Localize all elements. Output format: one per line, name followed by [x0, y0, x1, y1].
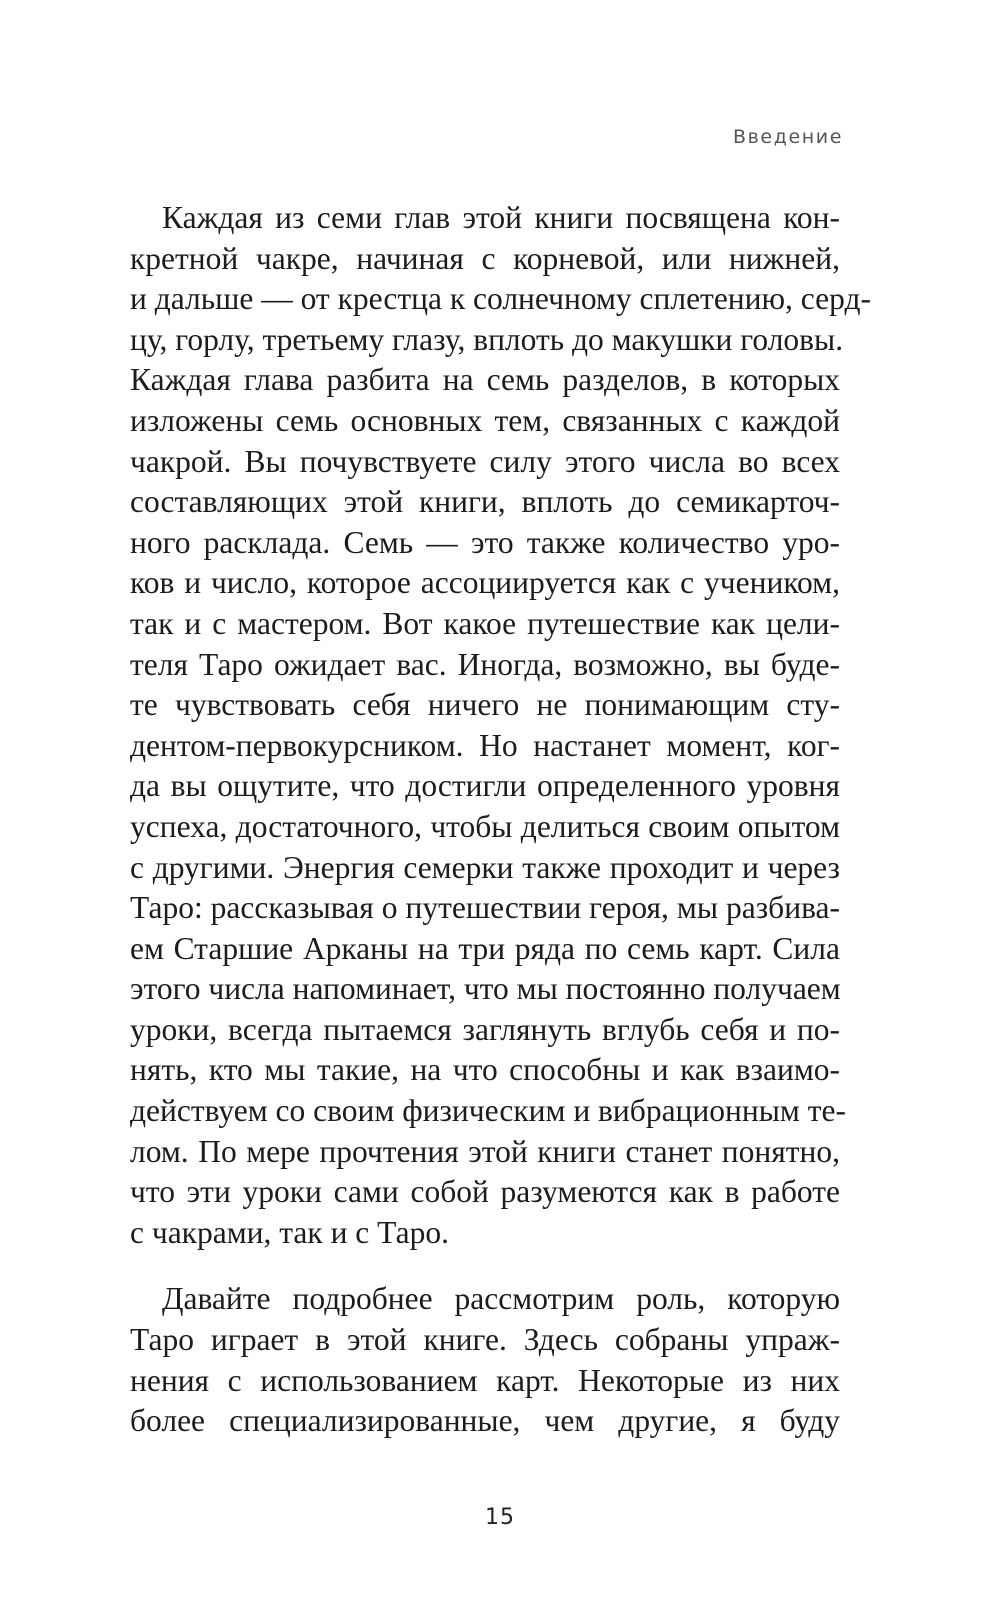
text-line: этого числа напоминает, что мы постоянно получаем [130, 971, 841, 1007]
text-line: ков и число, которое ассоциируется как с учеником, [130, 565, 840, 601]
text-line: теля Таро ожидает вас. Иногда, возможно, вы буде- [130, 646, 840, 682]
paragraph-1 [130, 198, 872, 1253]
text-line: Давайте подробнее рассмотрим роль, которую [162, 1281, 840, 1317]
text-line: что эти уроки сами собой разумеются как в работе [130, 1174, 840, 1210]
text-line: с другими. Энергия семерки также проходит и через [130, 849, 840, 885]
text-line: с чакрами, так и с Таро. [130, 1214, 449, 1250]
text-line: лом. По мере прочтения этой книги станет понятно, [130, 1133, 840, 1169]
text-line: Таро: рассказывая о путешествии героя, мы разбива- [130, 890, 840, 926]
text-line: более специализированные, чем другие, я буду [130, 1403, 840, 1439]
paragraph-spacer [130, 1253, 840, 1279]
text-line: изложены семь основных тем, связанных с каждой [130, 402, 840, 438]
text-line: кретной чакре, начиная с корневой, или нижней, [130, 240, 840, 276]
text-line: те чувствовать себя ничего не понимающим сту- [130, 687, 840, 723]
text-line: так и с мастером. Вот какое путешествие как цели- [130, 605, 840, 641]
text-line: чакрой. Вы почувствуете силу этого числа во всех [130, 443, 840, 479]
text-line: Таро играет в этой книге. Здесь собраны упраж- [130, 1322, 840, 1358]
text-line: цу, горлу, третьему глазу, вплоть до макушки головы. [130, 321, 844, 357]
text-line: уроки, всегда пытаемся заглянуть вглубь себя и по- [130, 1011, 840, 1047]
page-number: 15 [485, 1505, 515, 1530]
text-line: дентом-первокурсником. Но настанет момент, ког- [130, 727, 840, 763]
text-line: действуем со своим физическим и вибрационным те- [130, 1093, 846, 1129]
text-line: Каждая из семи глав этой книги посвящена кон- [162, 200, 840, 235]
running-header: Введение [732, 126, 843, 148]
text-line: да вы ощутите, что достигли определенного уровня [130, 768, 840, 804]
text-line: нения с использованием карт. Некоторые из них [130, 1362, 840, 1398]
text-line: нять, кто мы такие, на что способны и как взаимо- [130, 1052, 840, 1088]
text-line: Каждая глава разбита на семь разделов, в которых [130, 362, 840, 398]
text-line: успеха, достаточного, чтобы делиться своим опытом [130, 808, 840, 844]
text-line: ного расклада. Семь — это также количество уро- [130, 524, 840, 560]
paragraph-2 [130, 1279, 840, 1441]
text-line: составляющих этой книги, вплоть до семикарточ- [130, 484, 840, 520]
text-line: ем Старшие Арканы на три ряда по семь карт. Сила [130, 930, 840, 966]
body-text [130, 198, 872, 1442]
text-line: и дальше — от крестца к солнечному сплетению, серд- [130, 281, 872, 317]
